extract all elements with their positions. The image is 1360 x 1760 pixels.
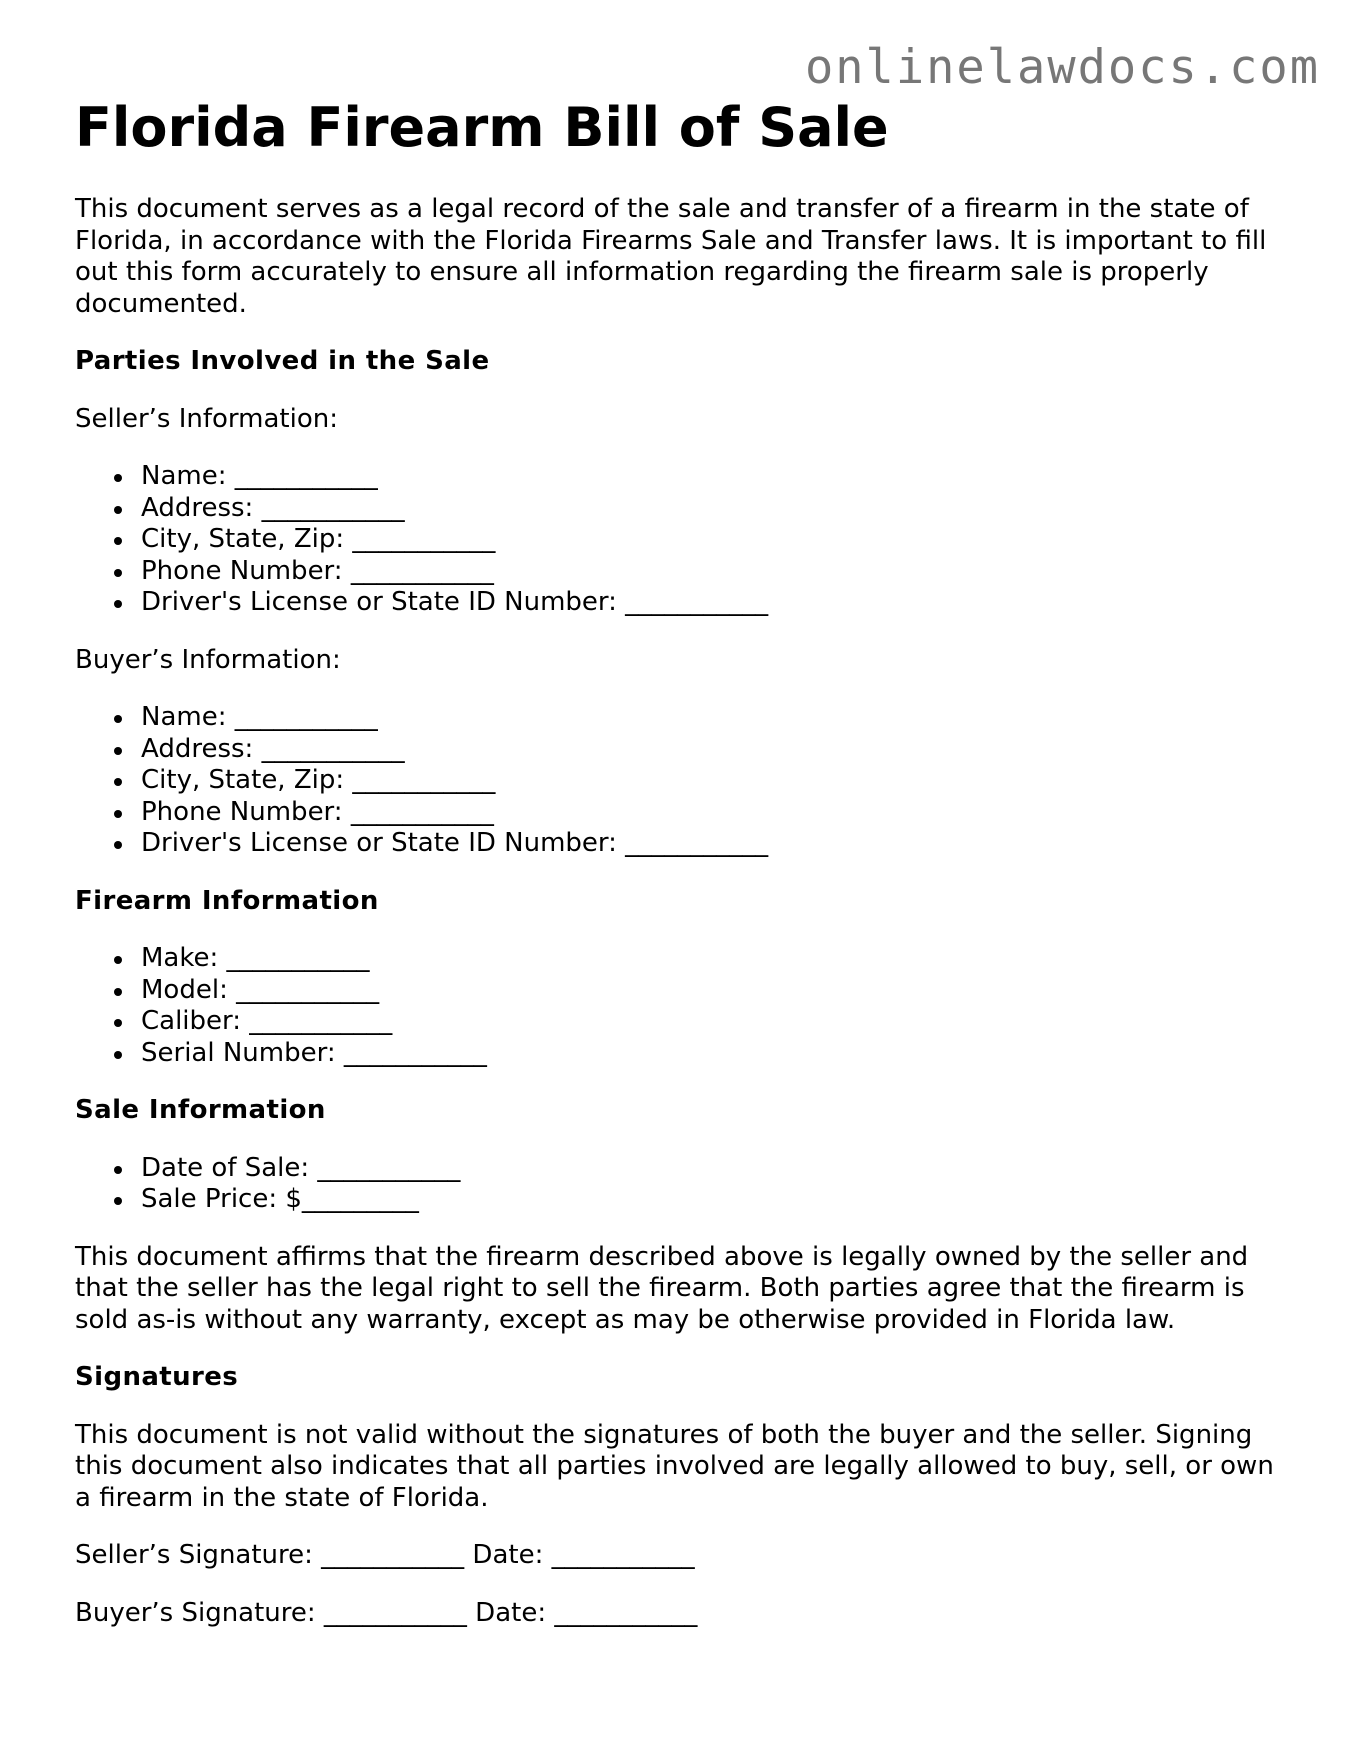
buyer-name-field: Name: ___________ <box>141 702 1290 734</box>
buyer-license-field: Driver's License or State ID Number: ___________ <box>141 828 1290 860</box>
document-page <box>75 96 1290 1655</box>
firearm-caliber-field: Caliber: ___________ <box>141 1006 1290 1038</box>
buyer-phone-field: Phone Number: ___________ <box>141 797 1290 829</box>
sale-heading: Sale Information <box>75 1095 326 1125</box>
intro-paragraph: This document serves as a legal record of the sale and transfer of a firearm in the state of Florida, in accordance with the Florida Firearms Sale and Transfer laws. It is important to fill out this form accurately to ensure all information regarding the firearm sale is properly documented. <box>75 194 1267 319</box>
sale-fields-list <box>75 1153 1290 1216</box>
sale-date-field: Date of Sale: ___________ <box>141 1153 1290 1185</box>
signatures-heading: Signatures <box>75 1362 239 1392</box>
firearm-make-field: Make: ___________ <box>141 943 1290 975</box>
firearm-model-field: Model: ___________ <box>141 975 1290 1007</box>
seller-info-label: Seller’s Information: <box>75 403 338 434</box>
seller-signature-line: Seller’s Signature: ___________ Date: ___________ <box>75 1540 695 1570</box>
buyer-address-field: Address: ___________ <box>141 734 1290 766</box>
sale-price-field: Sale Price: $_________ <box>141 1184 1290 1216</box>
parties-heading: Parties Involved in the Sale <box>75 346 490 376</box>
affirmation-paragraph: This document affirms that the firearm described above is legally owned by the seller and that the seller has the legal right to sell the firearm. Both parties agree that the firearm is sold as-is without any warranty, except as may be otherwise provided in Florida law. <box>75 1241 1249 1335</box>
seller-phone-field: Phone Number: ___________ <box>141 556 1290 588</box>
seller-address-field: Address: ___________ <box>141 493 1290 525</box>
firearm-heading: Firearm Information <box>75 885 379 916</box>
buyer-fields-list <box>75 702 1290 860</box>
firearm-serial-field: Serial Number: ___________ <box>141 1038 1290 1070</box>
buyer-info-label: Buyer’s Information: <box>75 644 341 675</box>
document-title: Florida Firearm Bill of Sale <box>75 96 889 159</box>
seller-city-state-zip-field: City, State, Zip: ___________ <box>141 524 1290 556</box>
seller-license-field: Driver's License or State ID Number: ___________ <box>141 587 1290 619</box>
buyer-city-state-zip-field: City, State, Zip: ___________ <box>141 765 1290 797</box>
seller-name-field: Name: ___________ <box>141 461 1290 493</box>
seller-fields-list <box>75 461 1290 619</box>
signatures-paragraph: This document is not valid without the signatures of both the buyer and the seller. Signing this document also indicates that all parties involved are legally allowed to buy, sell, or own a firearm in the state of Florida. <box>75 1419 1274 1513</box>
buyer-signature-line: Buyer’s Signature: ___________ Date: ___________ <box>75 1597 698 1628</box>
firearm-fields-list <box>75 943 1290 1069</box>
watermark: onlinelawdocs.com <box>804 40 1320 95</box>
